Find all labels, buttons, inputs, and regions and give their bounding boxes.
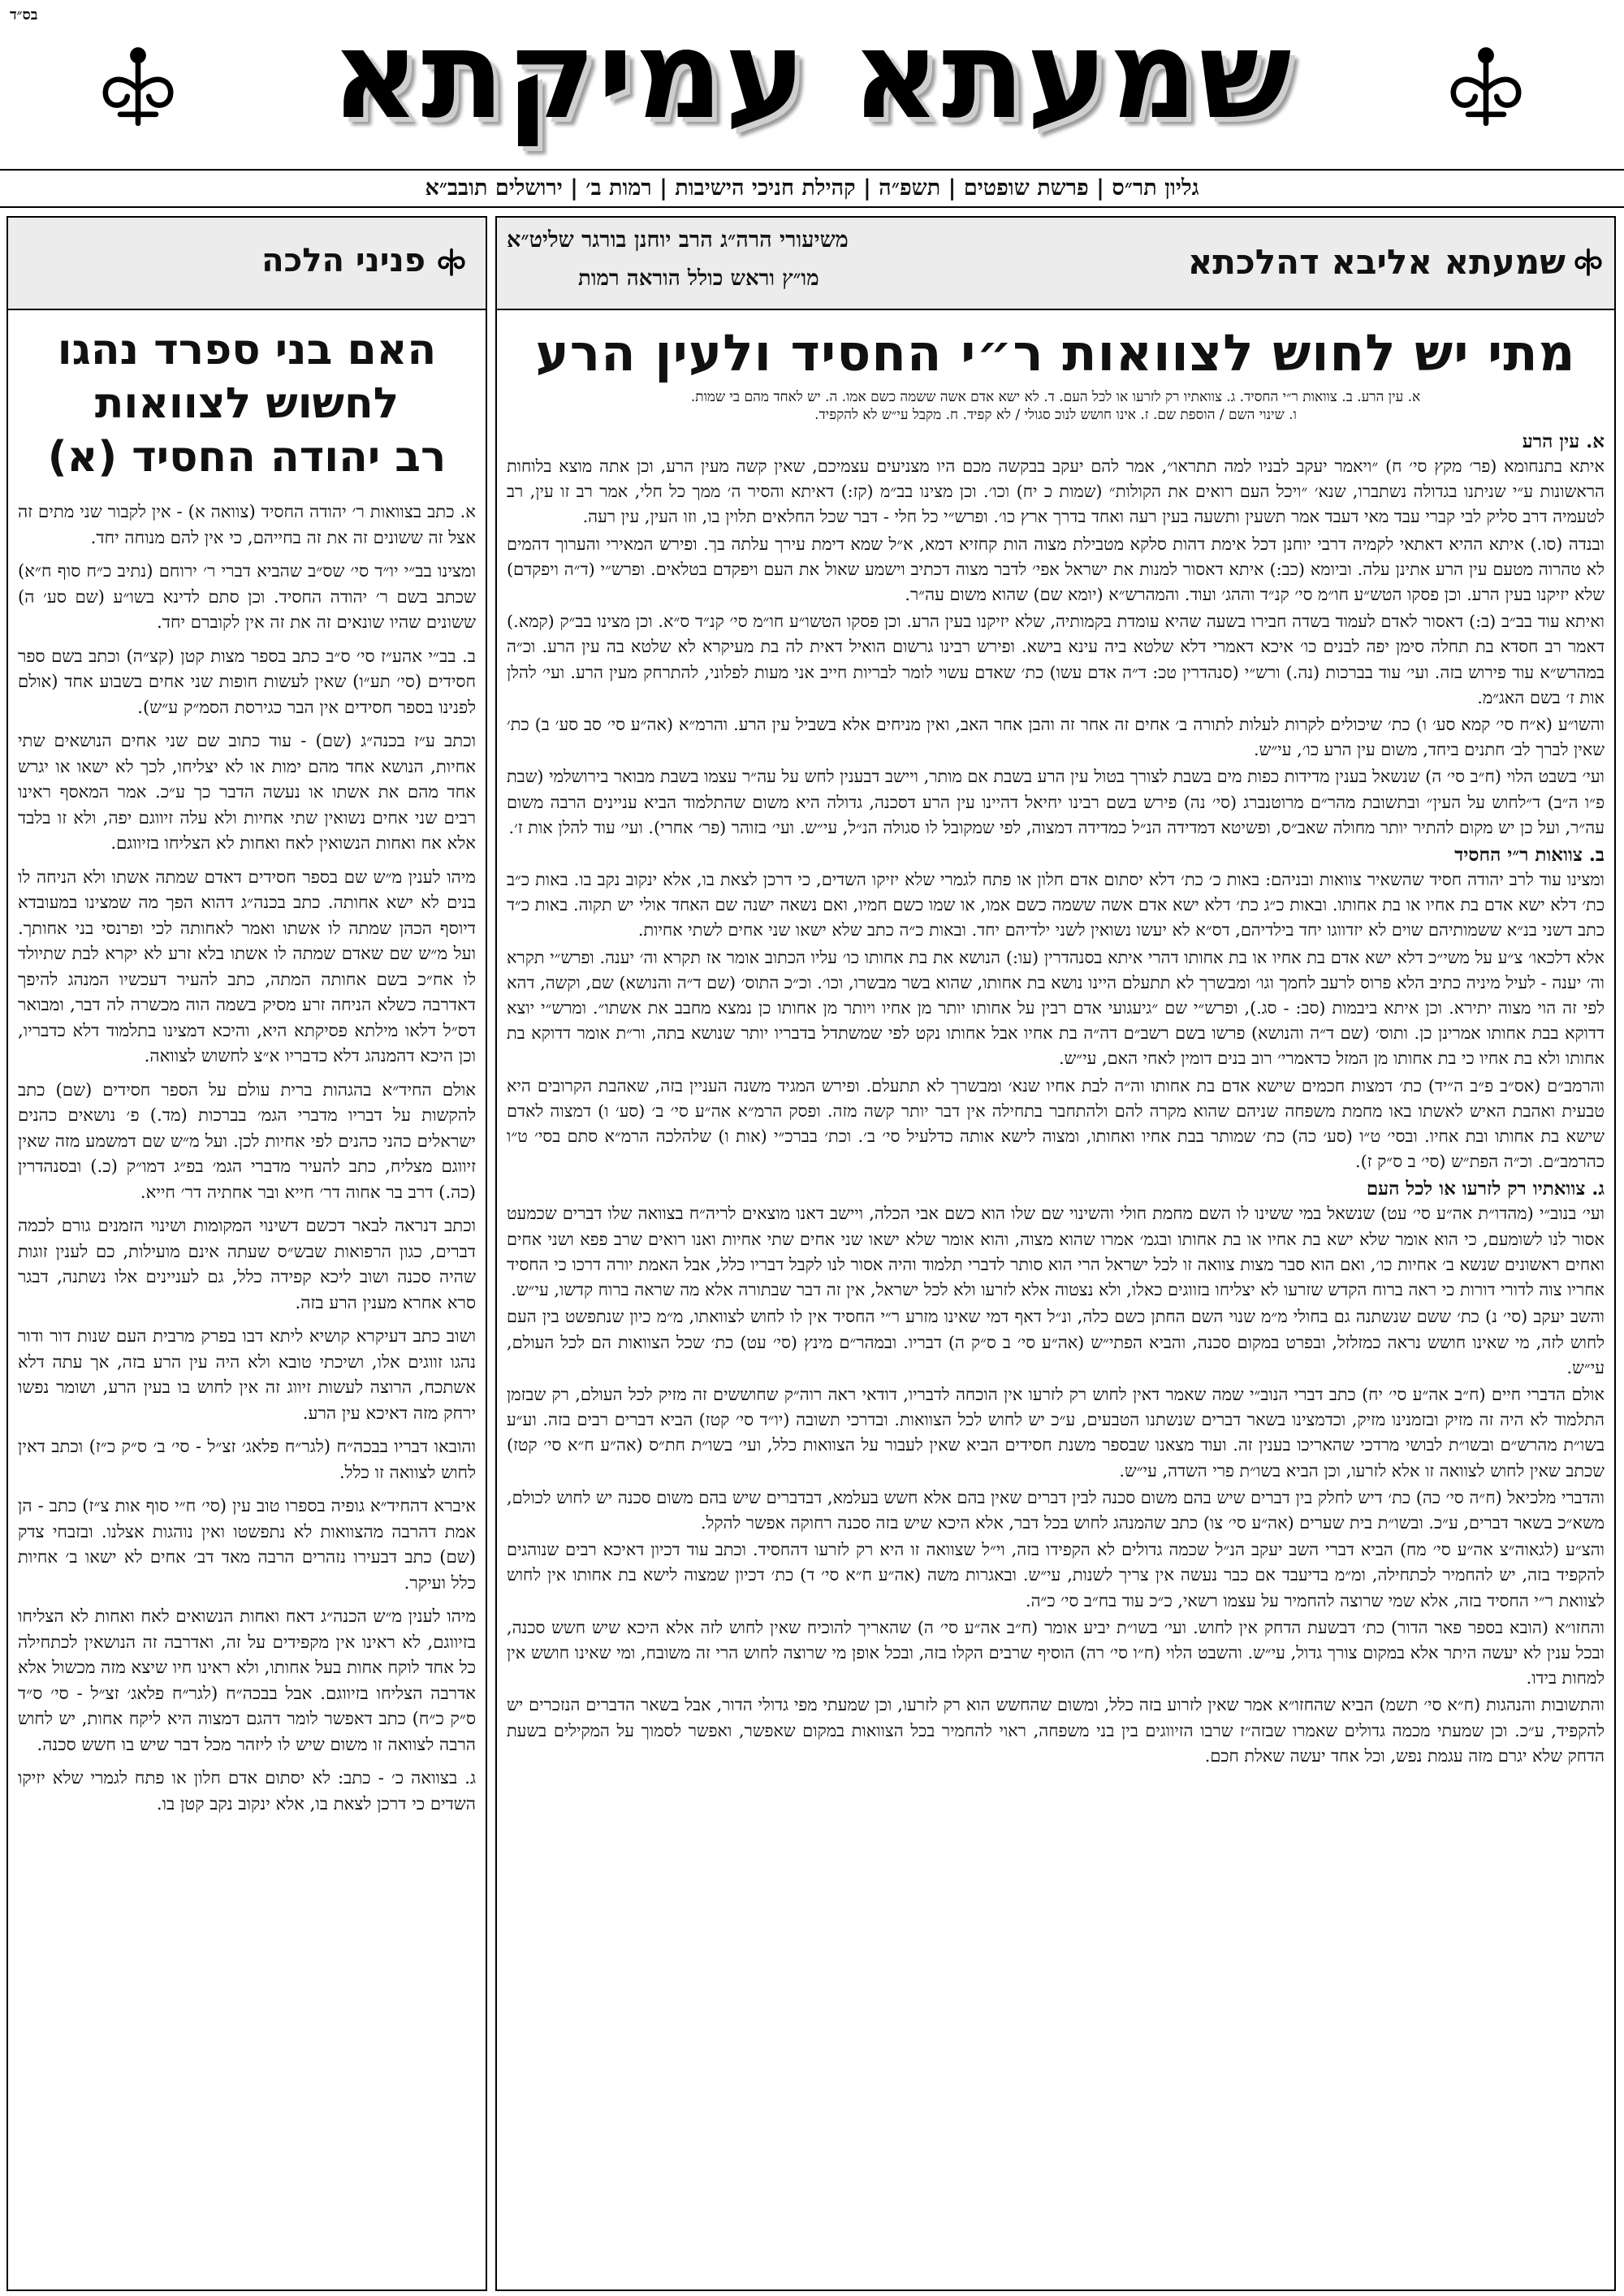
paragraph: ובנדה (סו.) איתא ההיא דאתאי לקמיה דרבי יוחנן דכל אימת דהות סלקא מטבילת מצוה הות קחזיא דמא, א״ל שמא דימת עירך עלתה בך. ופירש המאירי והערוך דהמים לא טהרוה מטעם עין הרע אתינן עלה. וביומא (כב:) איתא דאסור למנות את ישראל אפי׳ לדבר מצוה דכתיב וישמע שאול את העם ויפקדם בטלאים. ופרש״י (ד״ה ויפקדם) שלא יזיקנו בעין הרע. וכן פסקו הטש״ע חו״מ סי׳ קנ״ד וההג׳ ועוד. והמהרש״א (יומא שם) שהוא משום עה״ר.: [507, 534, 1605, 605]
section-header: [8, 218, 486, 310]
besiyata-dishmaya-mark: בס״ד: [10, 6, 38, 24]
sidebar-body: [18, 499, 476, 1816]
issue-info-bar: גליון תר״ס | פרשת שופטים | תשפ״ה | קהילת חניכי הישיבות | רמות ב׳ | ירושלים תובב״א: [0, 169, 1624, 208]
paragraph: ועי׳ בשבט הלוי (ח״ב סי׳ ה) שנשאל בענין מדידות כפות מים בשבת לצורך בטול עין הרע בשבת אם מותר, ויישב דבענין לחש על עה״ר עצמו בשבת מבואר בירושלמי (שבת פ״ו ה״ב) ד״לחוש על העין״ ובתשובת מהר״ם מרוטנברג (סי׳ נה) פירש בשם רבינו יחיאל דהיינו עין הרע דסכנה, גדולה היא משום שהתלמוד הביא עניינים הרבה משום עה״ר, ועל כן יש מקום להתיר יותר מחולה שאב״ס, ופשיטא דמדידה הנ״ל כמדידה דמצוה, לפי שמקובל לו סגולה הנ״ל, עי״ש. ועי׳ בזוהר (פר׳ אחרי). ועי׳ עוד להלן אות ז׳.: [507, 767, 1605, 837]
title-line: רב יהודה החסיד (א): [47, 433, 447, 482]
paragraph: אלא דלכאו׳ צ״ע על משי״כ דלא ישא אדם בת אחיו או בת אחותו דהרי איתא בסנהדרין (עו:) הנושא את בת אחותו כו׳ עליו הכתוב אומר אז תקרא וה׳ יענה. ופרש״י תקרא וה׳ יענה - לעיל מיניה כתיב הלא פרוס לרעב לחמך וגו׳ ומבשרך לא תתעלם היינו נושא בת אחותו, שהוא בשר מבשרו, וכו׳. וכ״כ התוס׳ (שם ד״ה והנושא) שם, וקשה, דהא לפי זה הוי מצוה יתירא. וכן איתא ביבמות (סב: - סג.), ופרש״י שם ״גיעגועי אדם רבין על אחותו יותר מן אחיו ויותר מן אחותו כן נמצא מחבב את אשתו״. ומרש״י יוצא דדוקא בבת אחותו אמרינן כן. ותוס׳ (שם ד״ה והנושא) פרשו בשם רשב״ם דה״ה בת אחיו אבל אחותו נקט לפי שמשתדל בדבריו יותר שנושא בתה, ור״ת אומר דדוקא בת אחותו ולא בת אחיו כי בת אחותו מן המזל כדאמרי׳ רוב בנים דומין לאחי האם, עי״ש.: [507, 947, 1605, 1069]
sidebar-title: [15, 323, 479, 484]
paragraph: והובאו דבריו בבכה״ח (לגר״ח פלאג׳ זצ״ל - סי׳ ב׳ ס״ק כ״ז) וכתב דאין לחוש לצוואה זו כלל.: [18, 1436, 476, 1482]
subsection-body: [507, 454, 1605, 841]
article-contents: [513, 388, 1598, 424]
paragraph: א. כתב בצוואות ר׳ יהודה החסיד (צוואה א) - אין לקבור שני מתים זה אצל זה ששונים זה את זה בחייהם, כי אין להם מנוחה יחד.: [18, 501, 476, 547]
masthead-title: שמעתא עמיקתא: [330, 5, 1294, 146]
paragraph: איברא דהחיד״א גופיה בספרו טוב עין (סי׳ ח״י סוף אות צ״ז) כתב - הן אמת דהרבה מהצוואות לא נתפשטו ואין נוהגות אצלנו. ובזבחי צדק (שם) כתב דבעירו נזהרים הרבה מאד דב׳ אחים לא ישאו ב׳ אחיות כלל ועיקר.: [18, 1495, 476, 1593]
subsection-body: [507, 867, 1605, 1174]
paragraph: והתשובות והנהגות (ח״א סי׳ תשמ) הביא שהחזו״א אמר שאין לזרוע בזה כלל, ומשום שהחשש הוא רק לזרעו, וכן שמעתי מפי גדולי הדור, אבל בשאר הדברים הנזכרים יש להקפיד, ע״כ. וכן שמעתי מכמה גדולים שאמרו שבזה״ז שרבו הזיווגים בין בני משפחה, ראוי להחמיר בכל הצוואות במקום שאפשר, ואפשר לסמוך על המקילים בשעת הדחק שלא יגרם מזה עגמת נפש, וכל אחד יעשה שאלת חכם.: [507, 1695, 1605, 1766]
subsection-heading: ג. צוואתיו רק לזרעו או לכל העם: [1366, 1178, 1605, 1200]
paragraph: והצ״ע (לגאוה״צ אה״ע סי׳ מח) הביא דברי השב יעקב הנ״ל שכמה גדולים לא הקפידו בזה, וי״ל שצוואה זו היא רק לזרעו דהחסיד. וכתב עוד דכיון דאיכא רבים שנוהגים להקפיד בזה, יש להחמיר לכתחילה, ומ״מ בדיעבד אם כבר נעשה אין צריך לשנות, עי״ש. ובאגרות משה (אה״ע ח״א סי׳ ד) כת׳ דכיון שמצוה לישא בת אחותו אין לחוש לצוואת ר״י החסיד בזה, אלא שמי שרוצה להחמיר על עצמו רשאי, כ״כ עוד בח״ב סי׳ כ״ה.: [507, 1540, 1605, 1611]
paragraph: ג. בצוואה כ׳ - כתב: לא יסתום אדם חלון או פתח לגמרי שלא יזיקו השדים כי דרכן לצאת בו, אלא ינקוב נקב קטן בו.: [18, 1767, 476, 1814]
main-article-column: [495, 216, 1616, 2291]
fleur-de-lis-icon: [1572, 245, 1605, 278]
paragraph: איתא בתנחומא (פר׳ מקץ סי׳ ח) ״ויאמר יעקב לבניו למה תתראו״, אמר להם יעקב בבקשה מכם היו מצניעים עצמיכם, שאין קשה מעין הרע, וכן אתה מוצא בלוחות הראשונות ע״י שניתנו בגדולה נשתברו, שנא׳ ״ויכל העם רואים את הקולות״ (שמות כ יח) וכו׳. וכן מצינו בב״מ (קז:) דאיתא והסיר ה׳ ממך כל חלי, אמר רב זו עין, רב לטעמיה דרב סליק לבי קברי עבד מאי דעבד אמר תשעין ותשעה בעין רעה ואחד בדרך ארץ כו׳. ופרש״י כל חלי - דבר שכל החלאים תלוין בו, וזו העין, עין רעה.: [507, 456, 1605, 527]
paragraph: אולם החיד״א בהגהות ברית עולם על הספר חסידים (שם) כתב להקשות על דבריו מדברי הגמ׳ בברכות (מד.) פ׳ נושאים כהנים ישראלים כהני כהנים לפי אחיות לכן. ועל מ״ש שם דמשמע מזה שאין זיווגם מצליח, כתב להעיר מדברי הגמ׳ בפ״ג דמו״ק (כ.) ובסנהדרין (כה.) דרב בר אחוה דר׳ חייא ובר אחתיה דר׳ חייא.: [18, 1079, 476, 1202]
paragraph: וכתב דנראה לבאר דכשם דשינוי המקומות ושינוי הזמנים גורם לכמה דברים, כגון הרפואות שבש״ס שעתה אינם מועילות, כם לענין זוגות שהיה סכנה ושוב ליכא קפידה כלל, גם לעניינים אלו נשתנה, דבגר סרא אחרא מענין הרע בזה.: [18, 1215, 476, 1312]
paragraph: והשו״ע (א״ח סי׳ קמא סע׳ ו) כת׳ שיכולים לקרות לעלות לתורה ב׳ אחים זה אחר זה והבן אחר האב, ואין מניחים אלא בשביל עין הרע. והרמ״א (אה״ע סי׳ סב סע׳ ב) כת׳ שאין לברך לב׳ חתנים ביחד, משום עין הרע כו׳, עי״ש.: [507, 715, 1605, 760]
subsection-body: [507, 1201, 1605, 1768]
paragraph: ועי׳ בנוב״י (מהדו״ת אה״ע סי׳ עט) שנשאל במי ששינו לו השם מחמת חולי והשינוי שם שלו הוא כשם אבי הכלה, ויישב דאנו מוצאים לריה״ח בצוואה שלו דברים שכמעט אסור לנו לשומעם, כי הוא אומר שלא ישא בת אחיו או בת אחותו ובגמ׳ אמרו שהוא מצוה, והוא אומר שלא ישאו שני אחים שתי אחיות ואנו רואים שרב פפא ושני אחים ואחים ראשונים שנשא ב׳ אחיות כו׳, ואם הוא סבר מצות צוואה זו לכל ישראל הרי הוא סותר לדברי תלמוד והיה אסור לנו לקבל דבריו כלל, אבל האמת יורה דרכו כי החסיד אחריו צוה לדורי דורות כי ראה ברוח הקדש שזרעו לא יצליחו בזווגים כאלו, ולא נצטוה אלא לזרעו ולא לכל ישראל, אין זה דבר שבתורה אלא מה שראה ברוח קדשו, עי״ש.: [507, 1204, 1605, 1300]
paragraph: ב. בב״י אהע״ז סי׳ ס״ב כתב בספר מצות קטן (קצ״ה) וכתב בשם ספר חסידים (סי׳ תע״ו) שאין לעשות חופות שני אחים בשבוע אחד (אולם לפנינו בספר חסידים אין הבר כגירסת הסמ״ק ע״ש).: [18, 645, 476, 717]
paragraph: וכתב ע״ז בכנה״ג (שם) - עוד כתוב שם שני אחים הנושאים שתי אחיות, הנושא אחד מהם ימות או לא יצליחו, לכך לא ישאו או יגרש אחד מהם את אשתו או נעשה הדבר כך ע״כ. אמר המאסף ראינו רבים שני אחים נשואין שתי אחיות ולא עלה זיווגם יפה, ולא זו בלבד אלא אח ואחות הנשואין לאח ואחות לא הצליחו בזיווגם.: [18, 730, 476, 853]
fleur-de-lis-icon: [435, 245, 468, 278]
paragraph: ושוב כתב דעיקרא קושיא ליתא דבו בפרק מרבית העם שנות דור ודור נהגו זווגים אלו, ושיכתי טובא ולא היה עין הרע בזה, אך עתה דלא אשתכח, הרוצה לעשות זיווג זה אין לחוש בו בעין הרע, ושומר נפשו ירחק מזה דאיכא עין הרע.: [18, 1325, 476, 1423]
masthead: [0, 0, 1624, 201]
shiur-role: מו״ץ וראש כולל הוראה רמות: [578, 266, 819, 291]
shiur-credit: משיעורי הרה״ג הרב יוחנן בורגר שליט״א: [507, 227, 849, 253]
paragraph: והרמב״ם (אס״ב פ״ב ה״יד) כת׳ דמצות חכמים שישא אדם בת אחותו וה״ה לבת אחיו שנא׳ ומבשרך לא תתעלם. ופירש המגיד משנה העניין בזה, שאהבת הקרובים היא טבעית ואהבת האיש לאשתו באו מחמת משפחה שניהם שהוא מקרה להם ולהתחבר בתחילה אין דבר יותר קשה מזה. ופסק הרמ״א אה״ע סי׳ ב׳ (סע׳ ו) דמצוה לאדם שישא בת אחותו ובת אחיו. ובסי׳ ט״ו (סע׳ כה) כת׳ שמותר בבת אחיו ואחותו, ומצוה לישא אותה כדלעיל סי׳ ב׳. וכת׳ בברכ״י (אות ו) שלהלכה הרמ״א סתם בסי׳ ט״ו כהרמב״ם. וכ״ה הפת״ש (סי׳ ב ס״ק ז).: [507, 1075, 1605, 1172]
subsection-heading: ב. צוואות ר״י החסיד: [1454, 844, 1605, 867]
section-header: [497, 218, 1614, 310]
fleur-de-lis-icon: [1441, 45, 1531, 134]
paragraph: מיהו לענין מ״ש הכנה״ג דאח ואחות הנשואים לאח ואחות לא הצליחו בזיווגם, לא ראינו אין מקפידים על זה, ואדרבה זה הנושאין לכתחילה כל אחד לוקח אחות בעל אחותו, ולא ראינו חיו שיצא מזה מכשול אלא אדרבה הצליחו בזיווגם. אבל בבכה״ח (לגר״ח פלאג׳ זצ״ל - סי׳ ס״ד ס״ק כ״ח) כתב דאפשר לומר דהגם דמצוה היא ליקח אחות, יש לחוש הרבה לצוואה זו משום שיש לו ליזהר מכל דבר שיש בו חשש סכנה.: [18, 1606, 476, 1754]
section-name: פניני הלכה: [261, 242, 425, 279]
article-title: מתי יש לחוש לצוואות ר״י החסיד ולעין הרע: [535, 323, 1576, 383]
paragraph: אולם הדברי חיים (ח״ב אה״ע סי׳ יח) כתב דברי הנוב״י שמה שאמר דאין לחוש רק לזרעו אין הוכחה לדבריו, דודאי ראה רוה״ק שחוששים זה מזיק לכל העולם, רק שבזמן התלמוד לא היה זה מזיק ובזמנינו מזיק, וכדמצינו בשאר דברים שנשתנו הטבעים, ע״כ יש לחוש לכל הצוואות. ובדרכי תשובה (יו״ד סי׳ קטז) הביא דברים רבים בזה. וע״ע בשו״ת מהרש״ם ובשו״ת לבושי מרדכי שהאריכו בענין זה. ועוד מצאנו שבספר משנת חסידים הביא שאין לעבור על הצוואות כלל, ועי׳ בשו״ת חת״ס (אה״ע ח״א סי׳ קטז) שכתב שאין לחוש לצוואה זו אלא לזרעו, וכן הביא בשו״ת פרי השדה, עי״ש.: [507, 1384, 1605, 1481]
paragraph: והשב יעקב (סי׳ נ) כת׳ ששם שנשתנה גם בחולי מ״מ שנוי השם החתן כשם כלה, ונ״ל דאף דמי שאינו מזרע ר״י החסיד אין לו לחוש לצוואתו, מ״מ כיון שנתפשט בין העם לחוש לזה, מי שאינו חושש נראה כמזלזל, ובפרט במקום סכנה, והביא הפתי״ש (אה״ע סי׳ ב ס״ק ה) דבריו. ובמהר״ם מינץ (סי׳ עט) כת׳ שכל הצוואות הם לכל העולם, עי״ש.: [507, 1307, 1605, 1377]
paragraph: ואיתא עוד בב״ב (ב:) דאסור לאדם לעמוד בשדה חבירו בשעה שהיא עומדת בקמותיה, שלא יזיקנו בעין הרע. וכן פסקו הטשו״ע חו״מ סי׳ קנ״ד ס״א. וכן מצינו בב״ק (קמא.) דאמר רב חסדא בת תחלה סימן יפה לבנים כו׳ איכא דאמרי דלא שלטא ביה עינא בישא. ופירש רבינו גרשום הואיל דאית לה בת מעיקרא לא שלטא בה עין הרע. וכ״ה במהרש״א עוד פירוש בזה. ועי׳ עוד בברכות (נה.) ורש״י (סנהדרין טכ: ד״ה אדם עשו) כת׳ שאדם עשוי לומר לבריות חייב אני מעות לפלוני, להתרחק מעין הרע. ועי׳ להלן אות ז׳ בשם האג״מ.: [507, 612, 1605, 707]
title-line: לחשוש לצוואות: [94, 379, 400, 428]
title-line: האם בני ספרד נהגו: [57, 326, 437, 374]
contents-line: ו. שינוי השם / הוספת שם. ז. אינו חושש לנוכ סגולי / לא קפיד. ח. מקבל עי״ש לא להקפיד.: [814, 407, 1297, 423]
sidebar-column: [6, 216, 487, 2291]
paragraph: והחזו״א (הובא בספר פאר הדור) כת׳ דבשעת הדחק אין לחוש. ועי׳ בשו״ת יביע אומר (ח״ב אה״ע סי׳ ה) שהאריך להוכיח שאין לחוש לזה אלא היכא שיש חשש סכנה, ובכל ענין לא יעשה היתר אלא במקום צורך גדול, עי״ש. והשבט הלוי (ח״ו סי׳ רה) הוסיף שרבים הקלו בזה, ובכל אופן מי שרוצה לחוש הרי זה משובח, ומי שאינו חושש אין למחות בידו.: [507, 1617, 1605, 1688]
section-name: שמעתא אליבא דהלכתא: [1187, 242, 1566, 282]
contents-line: א. עין הרע. ב. צוואות ר״י החסיד. ג. צוואתיו רק לזרעו או לכל העם. ד. לא ישא אדם אשה ששמה כשם אמו. ה. יש לאחד מהם בי שמות.: [690, 389, 1421, 405]
paragraph: ומצינו עוד לרב יהודה חסיד שהשאיר צוואות ובניהם: באות כ׳ כת׳ דלא יסתום אדם חלון או פתח לגמרי שלא יזיקו השדים, כי דרכן לצאת בו, אלא ינקוב נקב בו. באות כ״ב כת׳ דלא ישא אדם בת אחיו או בת אחותו. ובאות כ״ג כת׳ דלא ישא אדם אשה ששמה כשם אמו, או שמו כשם חמיו, ואם נשאה ישנה שם האחד אולי יש תקוה. באות כ״ד כתב דשני בנ״א ששמותיהם שוים לא יזדווגו יחד בילדיהם, דס״א לא יעשו נשואין לשני ילדיהם יחד. ובאות כ״ה כתב שלא ישאו שני אחים לשתי אחיות.: [507, 870, 1605, 940]
subsection-heading: א. עין הרע: [1522, 430, 1605, 452]
paragraph: ומצינו בב״י יו״ד סי׳ שס״ב שהביא דברי ר׳ ירוחם (נתיב כ״ח סוף ח״א) שכתב בשם ר׳ יהודה החסיד. וכן סתם לדינא בשו״ע (שם סע׳ ה) ששונים שהיו שונאים זה את זה אין לקוברם יחד.: [18, 560, 476, 632]
paragraph: מיהו לענין מ״ש שם בספר חסידים דאדם שמתה אשתו ולא הניחה לו בנים לא ישא אחותה. כתב בכנה״ג דהוא הפך מה שמצינו במעובדא דיוסף הכהן שמתה לו אשתו ואמר לאחותה לכי ופרנסי בני אחותך. ועל מ״ש שם שאדם שמתה לו אשתו בלא זרע לא יקרא לבת שתיולד לו אח״כ בשם אחותה המתה, כתב להעיר דעכשיו המנהג להיפך דאדרבה כשלא הניחה זרע מסיק בשמה הוה מכשרה לה דבר, ומבואר דס״ל דלאו מילתא פסיקתא היא, והיכא דמצינו בתלמוד דלא כדבריו, וכן היכא דהמנהג דלא כדבריו א״צ לחשוש לצוואה.: [18, 866, 476, 1066]
paragraph: והדברי מלכיאל (ח״ה סי׳ כה) כת׳ דיש לחלק בין דברים שיש בהם משום סכנה לבין דברים שאין בהם אלא חשש בעלמא, דבדברים שיש בהם משום סכנה יש לחוש לכולם, משא״כ בשאר דברים, ע״כ. ובשו״ת בית שערים (אה״ע סי׳ צו) כתב שהמנהג לחוש בכל דבר, אלא היכא שיש בזה סכנה רחוקה אפשר להקל.: [507, 1487, 1605, 1533]
